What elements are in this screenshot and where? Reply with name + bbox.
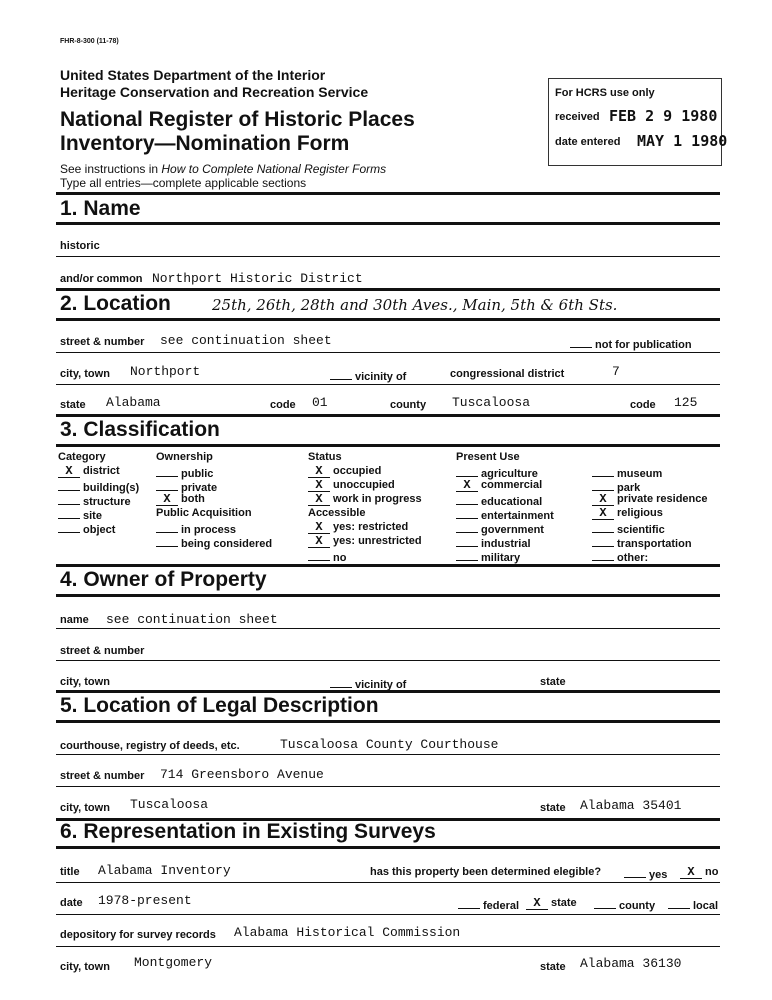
checkbox-educational[interactable]: educational <box>456 493 554 507</box>
checkbox-transportation[interactable]: transportation <box>592 535 708 549</box>
county-code-field[interactable]: 125 <box>674 395 698 410</box>
checkbox-structure[interactable]: structure <box>58 493 139 507</box>
survey-date-label: date <box>60 897 83 909</box>
owner-street-label: street & number <box>60 645 145 657</box>
entered-label: date entered <box>555 136 621 148</box>
checkbox-in-process[interactable]: in process <box>156 521 272 535</box>
category-column <box>58 451 139 535</box>
state-label: state <box>60 399 86 411</box>
present-use-column-2 <box>592 465 708 563</box>
owner-state-label: state <box>540 676 566 688</box>
checkbox-religious[interactable]: X religious <box>592 507 708 521</box>
checkbox-museum[interactable]: museum <box>592 465 708 479</box>
checkbox-occupied[interactable]: X occupied <box>308 465 422 479</box>
checkbox-unoccupied[interactable]: X unoccupied <box>308 479 422 493</box>
eligible-question: has this property been determined elegible? <box>370 866 602 878</box>
form-code: FHR-8-300 (11-78) <box>60 38 119 45</box>
checkbox-being-considered[interactable]: being considered <box>156 535 272 549</box>
survey-title-field[interactable]: Alabama Inventory <box>98 863 231 878</box>
depository-state-label: state <box>540 961 566 973</box>
level-county[interactable]: county <box>594 897 655 912</box>
acquisition-heading: Public Acquisition <box>156 507 252 519</box>
not-for-publication[interactable]: not for publication <box>570 336 692 351</box>
checkbox-government[interactable]: government <box>456 521 554 535</box>
received-label: received <box>555 111 600 123</box>
state-field[interactable]: Alabama <box>106 395 161 410</box>
common-name-label: and/or common <box>60 273 143 285</box>
owner-vicinity-of[interactable]: vicinity of <box>330 676 406 691</box>
legal-state-label: state <box>540 802 566 814</box>
accessible-heading: Accessible <box>308 507 366 519</box>
section-5-heading: 5. Location of Legal Description <box>60 694 379 717</box>
county-label: county <box>390 399 427 411</box>
legal-street-field[interactable]: 714 Greensboro Avenue <box>160 767 324 782</box>
owner-name-field[interactable]: see continuation sheet <box>106 612 278 627</box>
hcrs-use-box <box>548 78 728 166</box>
status-heading: Status <box>308 451 342 463</box>
checkbox-object[interactable]: object <box>58 521 139 535</box>
legal-street-label: street & number <box>60 770 145 782</box>
level-local[interactable]: local <box>668 897 718 912</box>
ownership-column <box>156 451 272 549</box>
form-subtitle: Inventory—Nomination Form <box>60 132 350 155</box>
owner-city-label: city, town <box>60 676 110 688</box>
section-4-heading: 4. Owner of Property <box>60 568 267 591</box>
checkbox-site[interactable]: site <box>58 507 139 521</box>
owner-name-label: name <box>60 614 89 626</box>
congressional-district-field[interactable]: 7 <box>612 364 620 379</box>
checkbox-entertainment[interactable]: entertainment <box>456 507 554 521</box>
state-code-label: code <box>270 399 296 411</box>
historic-label: historic <box>60 240 100 252</box>
checkbox-both[interactable]: X both <box>156 493 272 507</box>
survey-date-field[interactable]: 1978-present <box>98 893 192 908</box>
checkbox-district[interactable]: X district <box>58 465 139 479</box>
courthouse-field[interactable]: Tuscaloosa County Courthouse <box>280 737 499 752</box>
common-name-field[interactable]: Northport Historic District <box>152 271 363 286</box>
checkbox-military[interactable]: military <box>456 549 554 563</box>
street-label: street & number <box>60 336 145 348</box>
checkbox-commercial[interactable]: X commercial <box>456 479 554 493</box>
received-stamp: FEB 2 9 1980 <box>609 107 718 125</box>
department-name: United States Department of the Interior <box>60 67 326 83</box>
courthouse-label: courthouse, registry of deeds, etc. <box>60 740 240 752</box>
level-state[interactable]: X state <box>526 897 577 910</box>
type-entries-line: Type all entries—complete applicable sections <box>60 176 307 190</box>
checkbox-public[interactable]: public <box>156 465 272 479</box>
checkbox-private[interactable]: private <box>156 479 272 493</box>
form-title: National Register of Historic Places <box>60 108 415 131</box>
service-name: Heritage Conservation and Recreation Service <box>60 84 369 100</box>
checkbox-private-residence[interactable]: X private residence <box>592 493 708 507</box>
checkbox-park[interactable]: park <box>592 479 708 493</box>
checkbox-yes-unrestricted[interactable]: X yes: unrestricted <box>308 535 422 549</box>
section-1-heading: 1. Name <box>60 197 141 220</box>
checkbox-industrial[interactable]: industrial <box>456 535 554 549</box>
ownership-heading: Ownership <box>156 451 213 463</box>
section-3-heading: 3. Classification <box>60 418 220 441</box>
status-column <box>308 451 422 563</box>
checkbox-buildings[interactable]: building(s) <box>58 479 139 493</box>
category-heading: Category <box>58 451 106 463</box>
checkbox-other[interactable]: other: <box>592 549 708 563</box>
depository-field[interactable]: Alabama Historical Commission <box>234 925 461 940</box>
instructions-line: See instructions in How to Complete National Register Forms <box>60 162 387 176</box>
entered-stamp: MAY 1 1980 <box>637 132 728 150</box>
legal-city-label: city, town <box>60 802 110 814</box>
legal-city-field[interactable]: Tuscaloosa <box>130 797 209 812</box>
section-6-heading: 6. Representation in Existing Surveys <box>60 820 436 843</box>
city-label: city, town <box>60 368 110 380</box>
county-code-label: code <box>630 399 656 411</box>
eligible-no[interactable]: X no <box>680 866 718 879</box>
depository-city-label: city, town <box>60 961 110 973</box>
depository-city-field[interactable]: Montgomery <box>134 955 213 970</box>
location-handwritten-note: 25th, 26th, 28th and 30th Aves., Main, 5th & 6th Sts. <box>212 296 618 314</box>
depository-state-field[interactable]: Alabama 36130 <box>580 956 682 971</box>
level-federal[interactable]: federal <box>458 897 519 912</box>
present-use-column <box>456 451 554 563</box>
eligible-yes[interactable]: yes <box>624 866 667 881</box>
congressional-district-label: congressional district <box>450 368 565 380</box>
checkbox-scientific[interactable]: scientific <box>592 521 708 535</box>
hcrs-title: For HCRS use only <box>555 87 655 99</box>
survey-title-label: title <box>60 866 80 878</box>
checkbox-no[interactable]: no <box>308 549 422 563</box>
state-code-field[interactable]: 01 <box>312 395 328 410</box>
county-field[interactable]: Tuscaloosa <box>452 395 531 410</box>
legal-state-field[interactable]: Alabama 35401 <box>580 798 682 813</box>
street-field[interactable]: see continuation sheet <box>160 333 332 348</box>
city-field[interactable]: Northport <box>130 364 201 379</box>
vicinity-of[interactable]: vicinity of <box>330 368 406 383</box>
checkbox-work-in-progress[interactable]: X work in progress <box>308 493 422 507</box>
checkbox-agriculture[interactable]: agriculture <box>456 465 554 479</box>
section-2-heading: 2. Location <box>60 292 171 315</box>
depository-label: depository for survey records <box>60 929 216 941</box>
checkbox-yes-restricted[interactable]: X yes: restricted <box>308 521 422 535</box>
present-use-heading: Present Use <box>456 451 520 463</box>
